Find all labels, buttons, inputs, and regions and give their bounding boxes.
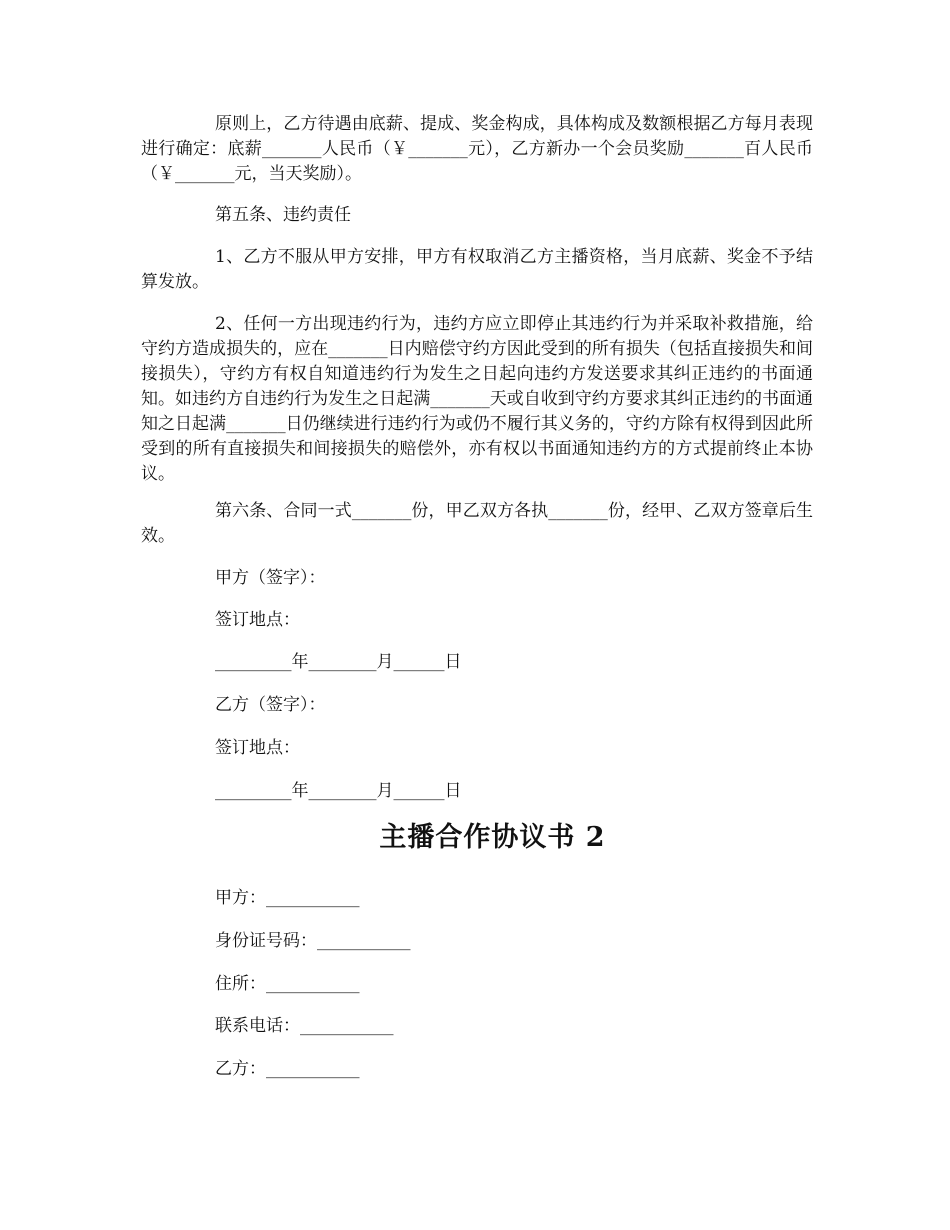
phone-field: 联系电话：___________: [215, 1016, 394, 1036]
address-field: 住所：___________: [215, 974, 360, 994]
second-agreement-title: 主播合作协议书 2: [379, 822, 606, 853]
party-b-date-line: _________年________月______日: [215, 781, 462, 801]
party-b-field: 乙方：___________: [215, 1059, 360, 1079]
party-a-signature-label: 甲方（签字）：: [215, 568, 326, 588]
party-a-field: 甲方：___________: [215, 888, 360, 908]
party-b-signing-place-label: 签订地点：: [215, 738, 300, 758]
compensation-paragraph: 原则上，乙方待遇由底薪、提成、奖金构成，具体构成及数额根据乙方每月表现进行确定：底薪_______人民币（￥_______元），乙方新办一个会员奖励_______百人民币（￥_______元，当天奖励）。: [141, 114, 813, 184]
article-5-clause-1: 1、乙方不服从甲方安排，甲方有权取消乙方主播资格，当月底薪、奖金不予结算发放。: [141, 247, 813, 292]
id-number-field: 身份证号码：___________: [215, 931, 411, 951]
party-a-signing-place-label: 签订地点：: [215, 610, 300, 630]
article-5-clause-2: 2、任何一方出现违约行为，违约方应立即停止其违约行为并采取补救措施，给守约方造成损失的，应在_______日内赔偿守约方因此受到的所有损失（包括直接损失和间接损失），守约方有权自知道违约行为发生之日起向违约方发送要求其纠正违约的书面通知。如违约方自违约行为发生之日起满_______天或自收到守约方要求其纠正违约的书面通知之日起满_______日仍继续进行违约行为或仍不履行其义务的，守约方除有权得到因此所受到的所有直接损失和间接损失的赔偿外，亦有权以书面通知违约方的方式提前终止本协议。: [141, 314, 813, 484]
party-a-date-line: _________年________月______日: [215, 652, 462, 672]
article-6-paragraph: 第六条、合同一式_______份，甲乙双方各执_______份，经甲、乙双方签章后生效。: [141, 501, 813, 546]
article-5-heading: 第五条、违约责任: [215, 205, 351, 225]
party-b-signature-label: 乙方（签字）：: [215, 695, 326, 715]
